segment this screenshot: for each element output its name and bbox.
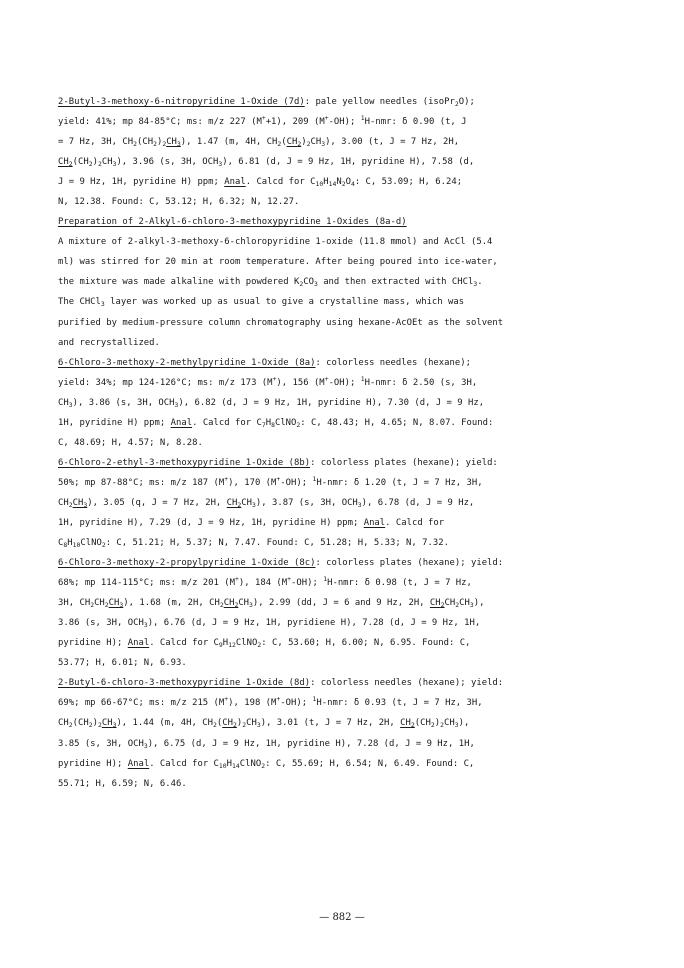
text-line: 50%; mp 87-88°C; ms: m/z 187 (M+), 170 (M+-OH); $^1$H-nmr: δ 1.20 (t, J = 7 Hz, 3H, [58, 474, 483, 488]
text-line: $CH_2CH_3$), 3.05 (q, J = 7 Hz, 2H, $CH_2CH_3$), 3.87 (s, 3H, $OCH_3$), 6.78 (d, J = 9 Hz, [58, 497, 475, 509]
text-line: $CH_2(CH_2)_2CH_3$), 3.96 (s, 3H, $OCH_3$), 6.81 (d, J = 9 Hz, 1H, pyridine H), 7.58 (d, [58, 157, 475, 169]
text-line: Preparation of 2-Alkyl-6-chloro-3-methoxypyridine 1-Oxides (8a-d) [58, 217, 407, 228]
page-number: — 882 — [319, 912, 365, 923]
text-line: yield: 41%; mp 84-85°C; ms: m/z 227 (M++1), 209 (M+-OH); $^1$H-nmr: δ 0.90 (t, J [58, 114, 467, 128]
text-line: 68%; mp 114-115°C; ms: m/z 201 (M+), 184 (M+-OH); $^1$H-nmr: δ 0.98 (t, J = 7 Hz, [58, 575, 472, 589]
text-line: 6-Chloro-3-methoxy-2-methylpyridine 1-Oxide (8a): colorless needles (hexane); [58, 357, 471, 368]
text-line: = 7 Hz, 3H, $CH_2(CH_2)_2CH_3$), 1.47 (m, 4H, $CH_2(CH_2)_2CH_3$), 3.00 (t, J = 7 Hz, 2H, [58, 137, 460, 149]
text-line: pyridine H); Anal. Calcd for $C_{10}H_{14}ClNO_2$: C, 55.69; H, 6.54; N, 6.49. Found: C, [58, 758, 475, 770]
text-line: 69%; mp 66-67°C; ms: m/z 215 (M+), 198 (M+-OH); $^1$H-nmr: δ 0.93 (t, J = 7 Hz, 3H, [58, 695, 483, 709]
text-line: 55.71; H, 6.59; N, 6.46. [58, 778, 187, 789]
text-line: 2-Butyl-3-methoxy-6-nitropyridine 1-Oxide (7d): pale yellow needles (isoPr$_2$O); [58, 97, 475, 108]
text-line: The CHCl$_3$ layer was worked up as usual to give a crystalline mass, which was [58, 297, 465, 309]
text-line: the mixture was made alkaline with powdered $K_2CO_3$ and then extracted with CHCl$_3$. [58, 277, 483, 289]
text-line: ml) was stirred for 20 min at room temperature. After being poured into ice-water, [58, 257, 498, 268]
text-line: 1H, pyridine H) ppm; Anal. Calcd for $C_7H_8ClNO_2$: C, 48.43; H, 4.65; N, 8.07. Found: [58, 417, 494, 429]
text-line: 6-Chloro-3-methoxy-2-propylpyridine 1-Oxide (8c): colorless plates (hexane); yield: [58, 558, 504, 569]
text-line: $CH_3$), 3.86 (s, 3H, $OCH_3$), 6.82 (d, J = 9 Hz, 1H, pyridine H), 7.30 (d, J = 9 Hz, [58, 397, 485, 409]
text-line: purified by medium-pressure column chromatography using hexane-AcOEt as the solvent [58, 317, 504, 328]
text-line: C, 48.69; H, 4.57; N, 8.28. [58, 437, 203, 448]
text-line: 1H, pyridine H), 7.29 (d, J = 9 Hz, 1H, pyridine H) ppm; Anal. Calcd for [58, 517, 445, 528]
text-line: A mixture of 2-alkyl-3-methoxy-6-chloropyridine 1-oxide (11.8 mmol) and AcCl (5.4 [58, 237, 493, 248]
text-line: 6-Chloro-2-ethyl-3-methoxypyridine 1-Oxide (8b): colorless plates (hexane); yield: [58, 457, 498, 468]
text-line: 53.77; H, 6.01; N, 6.93. [58, 658, 187, 669]
text-line: and recrystallized. [58, 337, 160, 348]
text-line: 3.86 (s, 3H, $OCH_3$), 6.76 (d, J = 9 Hz, 1H, pyridiene H), 7.28 (d, J = 9 Hz, 1H, [58, 618, 481, 630]
text-line: pyridine H); Anal. Calcd for $C_9H_{12}ClNO_2$: C, 53.60; H, 6.00; N, 6.95. Found: C, [58, 638, 471, 650]
text-line: 3.85 (s, 3H, $OCH_3$), 6.75 (d, J = 9 Hz, 1H, pyridine H), 7.28 (d, J = 9 Hz, 1H, [58, 738, 475, 750]
document-body [58, 92, 624, 794]
text-line: $CH_2(CH_2)_2CH_3$), 1.44 (m, 4H, $CH_2(CH_2)_2CH_3$), 3.01 (t, J = 7 Hz, 2H, $CH_2(CH_2)_2CH_3$), [58, 718, 470, 730]
text-line: 2-Butyl-6-chloro-3-methoxypyridine 1-Oxide (8d): colorless needles (hexane); yield: [58, 678, 504, 689]
text-line: J = 9 Hz, 1H, pyridine H) ppm; Anal. Calcd for $C_{10}H_{14}N_2O_4$: C, 53.09; H, 6.24; [58, 177, 463, 189]
text-line: $C_8H_{10}ClNO_2$: C, 51.21; H, 5.37; N, 7.47. Found: C, 51.28; H, 5.33; N, 7.32. [58, 538, 449, 550]
text-line: yield: 34%; mp 124-126°C; ms: m/z 173 (M+), 156 (M+-OH); $^1$H-nmr: δ 2.50 (s, 3H, [58, 374, 478, 388]
text-line: 3H, $CH_2CH_2CH_3$), 1.68 (m, 2H, $CH_2CH_2CH_3$), 2.99 (dd, J = 6 and 9 Hz, 2H, $CH_2CH_2CH_3$), [58, 598, 485, 610]
text-line: N, 12.38. Found: C, 53.12; H, 6.32; N, 12.27. [58, 197, 300, 208]
